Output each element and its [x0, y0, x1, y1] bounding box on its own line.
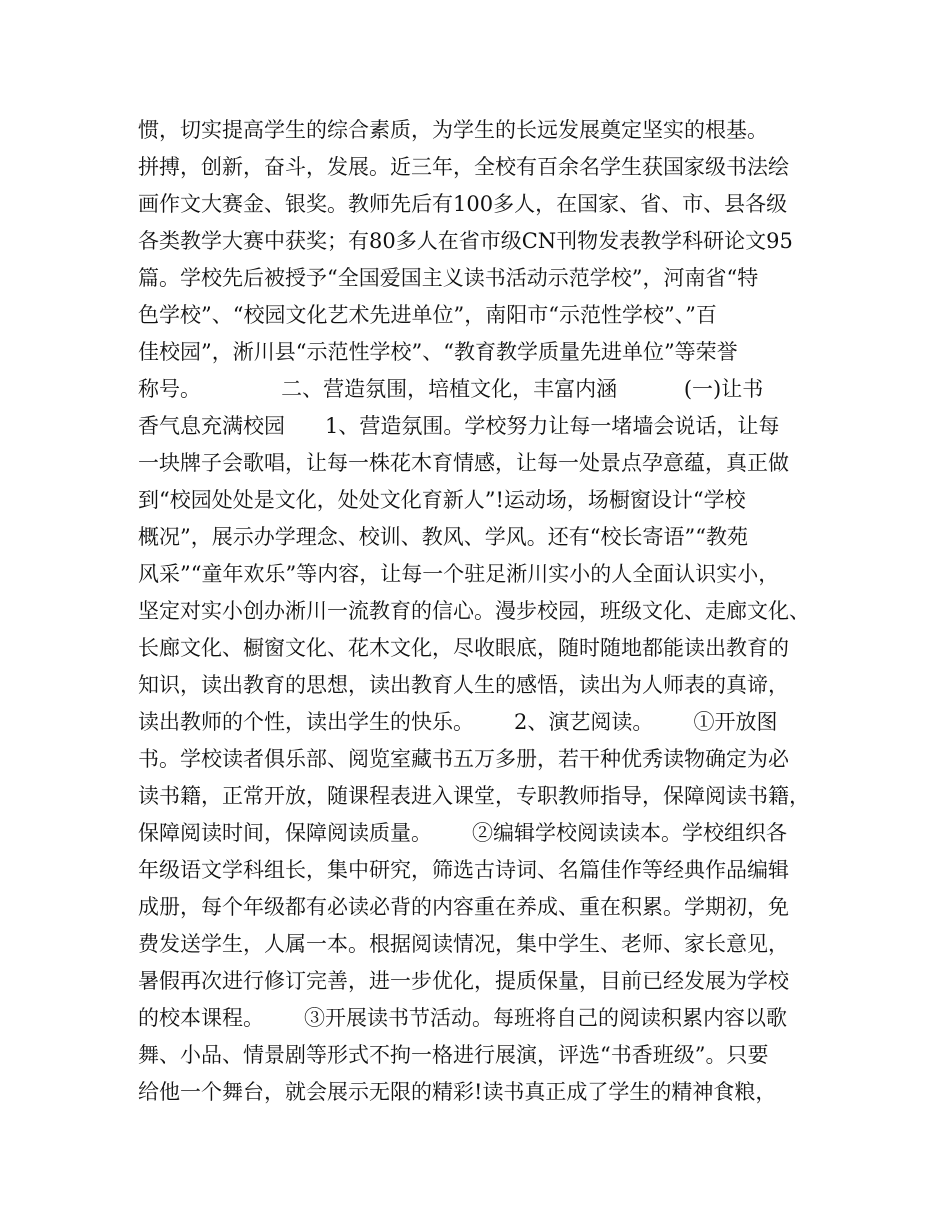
text-line: 成册，每个年级都有必读必背的内容重在养成、重在积累。学期初，免	[138, 895, 789, 919]
text-line: 年级语文学科组长，集中研究，筛选古诗词、名篇佳作等经典作品编辑	[138, 858, 789, 882]
text-line: 风采”“童年欢乐”等内容，让每一个驻足淅川实小的人全面认识实小，	[138, 562, 780, 586]
text-line: 概况”，展示办学理念、校训、教风、学风。还有“校长寄语”“教苑	[138, 525, 748, 549]
text-line: 费发送学生，人属一本。根据阅读情况，集中学生、老师、家长意见，	[138, 932, 789, 956]
text-line: 拼搏，创新，奋斗，发展。近三年，全校有百余名学生获国家级书法绘	[138, 155, 789, 179]
text-line: 舞、小品、情景剧等形式不拘一格进行展演，评选“书香班级”。只要	[138, 1043, 769, 1067]
text-line: 色学校”、“校园文化艺术先进单位”，南阳市“示范性学校”、”百	[138, 303, 717, 327]
text-line: 香气息充满校园 1、营造氛围。学校努力让每一堵墙会说话，让每	[138, 414, 780, 438]
text-line: 坚定对实小创办淅川一流教育的信心。漫步校园，班级文化、走廊文化、	[138, 599, 810, 623]
text-line: 长廊文化、橱窗文化、花木文化，尽收眼底，随时随地都能读出教育的	[138, 636, 789, 660]
text-line: 画作文大赛金、银奖。教师先后有100多人，在国家、省、市、县各级	[138, 192, 788, 216]
text-line: 各类教学大赛中获奖；有80多人在省市级CN刊物发表教学科研论文95	[138, 229, 793, 253]
text-line: 读出教师的个性，读出学生的快乐。 2、演艺阅读。 ①开放图	[138, 710, 778, 734]
text-line: 惯，切实提高学生的综合素质，为学生的长远发展奠定坚实的根基。	[138, 118, 768, 142]
text-line: 读书籍，正常开放，随课程表进入课堂，专职教师指导，保障阅读书籍，	[138, 784, 810, 808]
text-line: 给他一个舞台，就会展示无限的精彩!读书真正成了学生的精神食粮，	[138, 1080, 777, 1104]
text-line: 篇。学校先后被授予“全国爱国主义读书活动示范学校”，河南省“特	[138, 266, 759, 290]
body-text	[138, 112, 838, 1111]
text-line: 称号。 二、营造氛围，培植文化，丰富内涵 (一)让书	[138, 377, 764, 401]
text-line: 保障阅读时间，保障阅读质量。 ②编辑学校阅读读本。学校组织各	[138, 821, 788, 845]
text-line: 知识，读出教育的思想，读出教育人生的感悟，读出为人师表的真谛，	[138, 673, 789, 697]
text-line: 的校本课程。 ③开展读书节活动。每班将自己的阅读积累内容以歌	[138, 1006, 788, 1030]
text-line: 暑假再次进行修订完善，进一步优化，提质保量，目前已经发展为学校	[138, 969, 789, 993]
text-line: 到“校园处处是文化，处处文化育新人”!运动场，场橱窗设计“学校	[138, 488, 746, 512]
text-line: 佳校园”，淅川县“示范性学校”、“教育教学质量先进单位”等荣誉	[138, 340, 738, 364]
text-line: 书。学校读者俱乐部、阅览室藏书五万多册，若干种优秀读物确定为必	[138, 747, 789, 771]
text-line: 一块牌子会歌唱，让每一株花木育情感，让每一处景点孕意蕴，真正做	[138, 451, 789, 475]
